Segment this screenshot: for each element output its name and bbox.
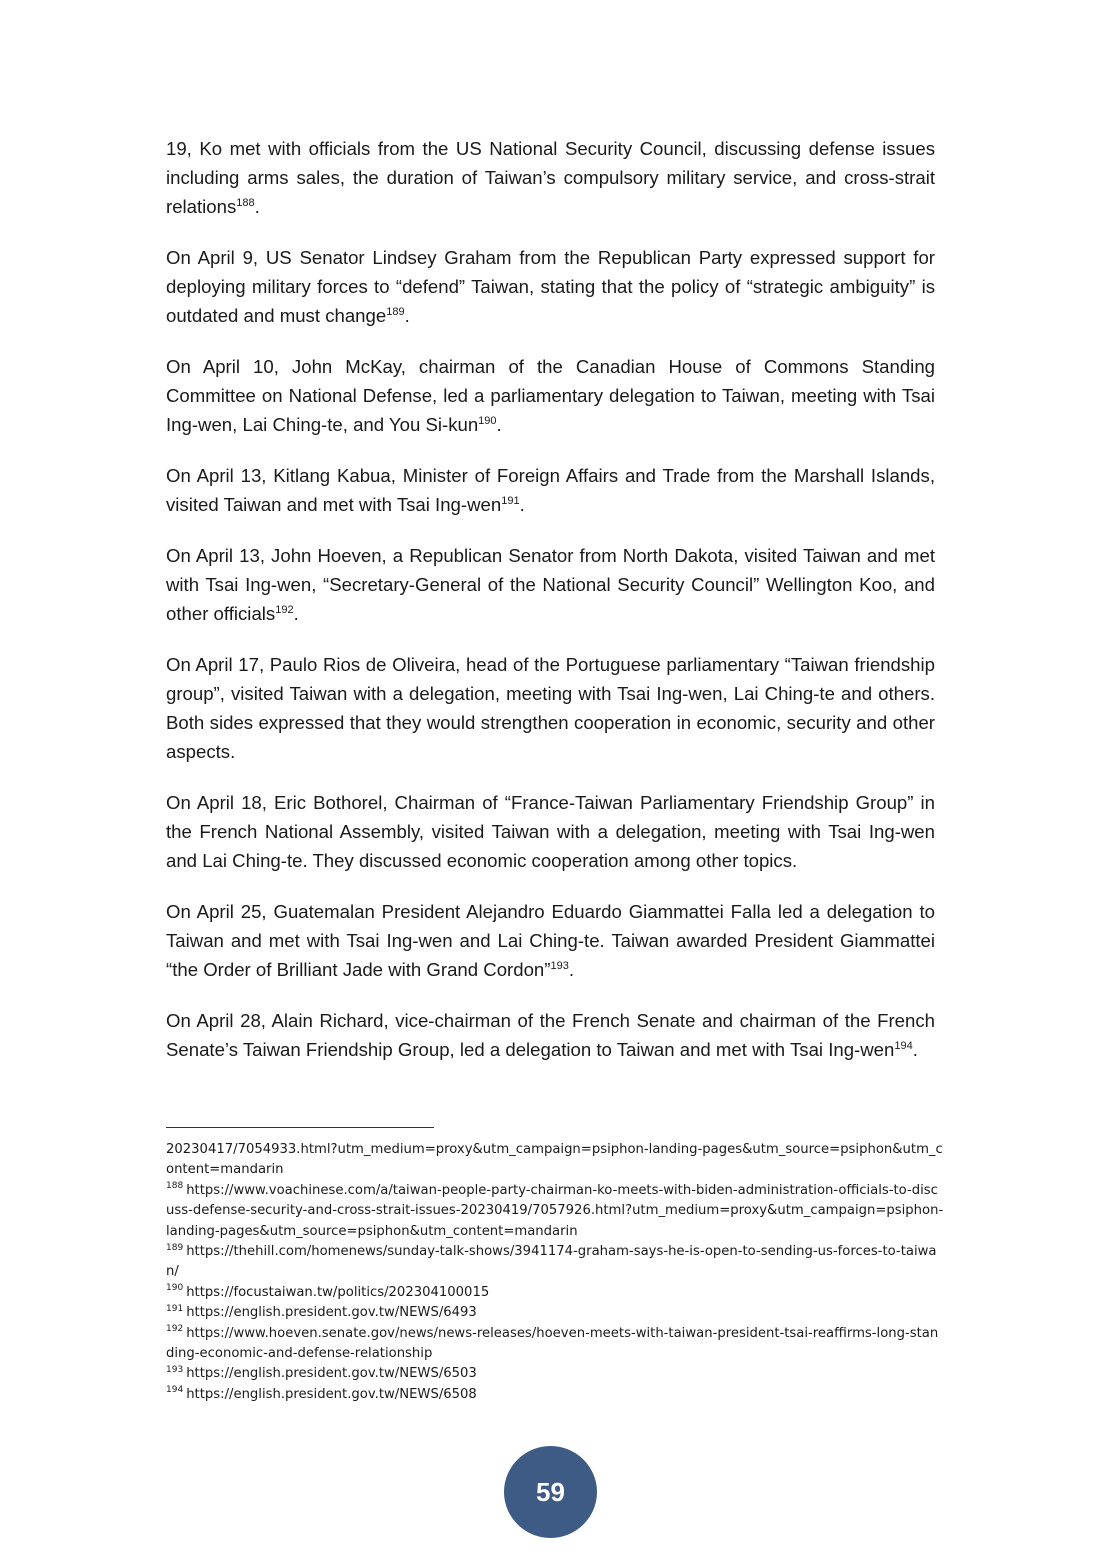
footnote-188[interactable]: $^{188}$ https://www.voachinese.com/a/taiwan-people-party-chairman-ko-meets-with-biden-administration-officials-to-discuss-defense-security-and-cross-strait-issues-20230419/7057926.html?utm_medium=proxy&utm_campaign=psiphon-landing-pages&utm_source=psiphon&utm_content=mandarin [166, 1181, 944, 1239]
footnote-ref-189[interactable]: 189 [386, 305, 405, 318]
footnotes [166, 1140, 946, 1405]
footnote-190[interactable]: $^{190}$ https://focustaiwan.tw/politics/202304100015 [166, 1283, 490, 1300]
paragraph-bothorel: On April 18, Eric Bothorel, Chairman of “France-Taiwan Parliamentary Friendship Group” in the French National Assembly, visited Taiwan with a delegation, meeting with Tsai Ing-wen and Lai Ching-te. They discussed economic cooperation among other topics. [166, 792, 935, 871]
footnote-ref-188[interactable]: 188 [236, 196, 255, 209]
footnote-ref-194[interactable]: 194 [894, 1039, 913, 1052]
footnote-192[interactable]: $^{192}$ https://www.hoeven.senate.gov/news/news-releases/hoeven-meets-with-taiwan-president-tsai-reaffirms-long-standing-economic-and-defense-relationship [166, 1324, 939, 1362]
paragraph-richard: On April 28, Alain Richard, vice-chairman of the French Senate and chairman of the French Senate’s Taiwan Friendship Group, led a delegation to Taiwan and met with Tsai Ing-wen$^{194}$. [166, 1010, 935, 1060]
page-number-badge [504, 1446, 597, 1538]
paragraph-ko-nsc: 19, Ko met with officials from the US National Security Council, discussing defense issues including arms sales, the duration of Taiwan’s compulsory military service, and cross-strait relations$^{188}$. [166, 138, 935, 217]
paragraph-mckay: On April 10, John McKay, chairman of the Canadian House of Commons Standing Committee on National Defense, led a parliamentary delegation to Taiwan, meeting with Tsai Ing-wen, Lai Ching-te, and You Si-kun$^{190}$. [166, 356, 935, 435]
paragraph-graham: On April 9, US Senator Lindsey Graham from the Republican Party expressed support for deploying military forces to “defend” Taiwan, stating that the policy of “strategic ambiguity” is outdated and must change$^{189}$. [166, 247, 935, 326]
footnote-ref-193[interactable]: 193 [550, 959, 569, 972]
paragraph-kabua: On April 13, Kitlang Kabua, Minister of Foreign Affairs and Trade from the Marshall Islands, visited Taiwan and met with Tsai Ing-wen$^{191}$. [166, 465, 935, 515]
body-text [166, 134, 935, 1086]
footnote-divider [166, 1127, 434, 1128]
footnote-ref-190[interactable]: 190 [478, 414, 497, 427]
paragraph-hoeven: On April 13, John Hoeven, a Republican Senator from North Dakota, visited Taiwan and met with Tsai Ing-wen, “Secretary-General of the National Security Council” Wellington Koo, and other officials$^{192}$. [166, 545, 935, 624]
page-number: 59 [536, 1476, 565, 1507]
footnote-194[interactable]: $^{194}$ https://english.president.gov.tw/NEWS/6508 [166, 1385, 477, 1402]
paragraph-giammattei: On April 25, Guatemalan President Alejandro Eduardo Giammattei Falla led a delegation to Taiwan and met with Tsai Ing-wen and Lai Ching-te. Taiwan awarded President Giammattei “the Order of Brilliant Jade with Grand Cordon”$^{193}$. [166, 901, 935, 980]
footnote-189[interactable]: $^{189}$ https://thehill.com/homenews/sunday-talk-shows/3941174-graham-says-he-is-open-to-sending-us-forces-to-taiwan/ [166, 1242, 937, 1280]
footnote-193[interactable]: $^{193}$ https://english.president.gov.tw/NEWS/6503 [166, 1365, 477, 1382]
footnote-ref-192[interactable]: 192 [275, 603, 294, 616]
footnote-191[interactable]: $^{191}$ https://english.president.gov.tw/NEWS/6493 [166, 1303, 477, 1321]
footnote-continued[interactable]: 20230417/7054933.html?utm_medium=proxy&utm_campaign=psiphon-landing-pages&utm_source=psiphon&utm_content=mandarin [166, 1142, 943, 1178]
footnote-ref-191[interactable]: 191 [501, 494, 520, 507]
paragraph-oliveira: On April 17, Paulo Rios de Oliveira, head of the Portuguese parliamentary “Taiwan friendship group”, visited Taiwan with a delegation, meeting with Tsai Ing-wen, Lai Ching-te and others. Both sides expressed that they would strengthen cooperation in economic, security and other aspects. [166, 654, 935, 762]
